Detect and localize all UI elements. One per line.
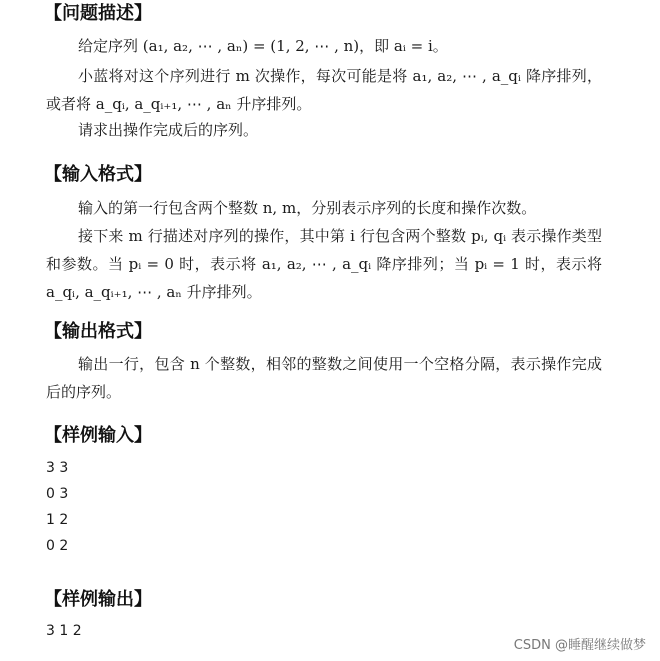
output-paragraph-1: 输出一行，包含 n 个整数，相邻的整数之间使用一个空格分隔，表示操作完成后的序列。 xyxy=(46,355,602,401)
heading-output-format: 【输出格式】 xyxy=(44,321,152,342)
heading-sample-input: 【样例输入】 xyxy=(44,425,152,446)
problem-paragraph-2: 小蓝将对这个序列进行 m 次操作，每次可能是将 a₁, a₂, ⋯ , a_qᵢ 降序排列，或者将 a_qᵢ, a_qᵢ₊₁, ⋯ , aₙ 升序排列。 xyxy=(46,67,602,113)
heading-input-format: 【输入格式】 xyxy=(44,164,152,185)
heading-sample-output: 【样例输出】 xyxy=(44,589,152,610)
input-paragraph-2: 接下来 m 行描述对序列的操作，其中第 i 行包含两个整数 pᵢ, qᵢ 表示操作类型和参数。当 pᵢ = 0 时，表示将 a₁, a₂, ⋯ , a_qᵢ 降序排列；当 pᵢ = 1 时，表示将 a_qᵢ, a_qᵢ₊₁, ⋯ , aₙ 升序排列。 xyxy=(46,227,602,301)
heading-problem-description: 【问题描述】 xyxy=(44,3,152,24)
sample-input-line: 0 2 xyxy=(46,538,69,554)
input-paragraph-1: 输入的第一行包含两个整数 n, m，分别表示序列的长度和操作次数。 xyxy=(78,199,537,217)
problem-paragraph-1: 给定序列 (a₁, a₂, ⋯ , aₙ) = (1, 2, ⋯ , n)，即 aᵢ = i。 xyxy=(78,37,448,55)
sample-output-line: 3 1 2 xyxy=(46,623,82,639)
watermark: CSDN @睡醒继续做梦 xyxy=(513,638,646,653)
problem-paragraph-3: 请求出操作完成后的序列。 xyxy=(78,121,259,139)
sample-input-line: 3 3 xyxy=(46,460,69,476)
sample-input-line: 1 2 xyxy=(46,512,69,528)
sample-input-line: 0 3 xyxy=(46,486,69,502)
